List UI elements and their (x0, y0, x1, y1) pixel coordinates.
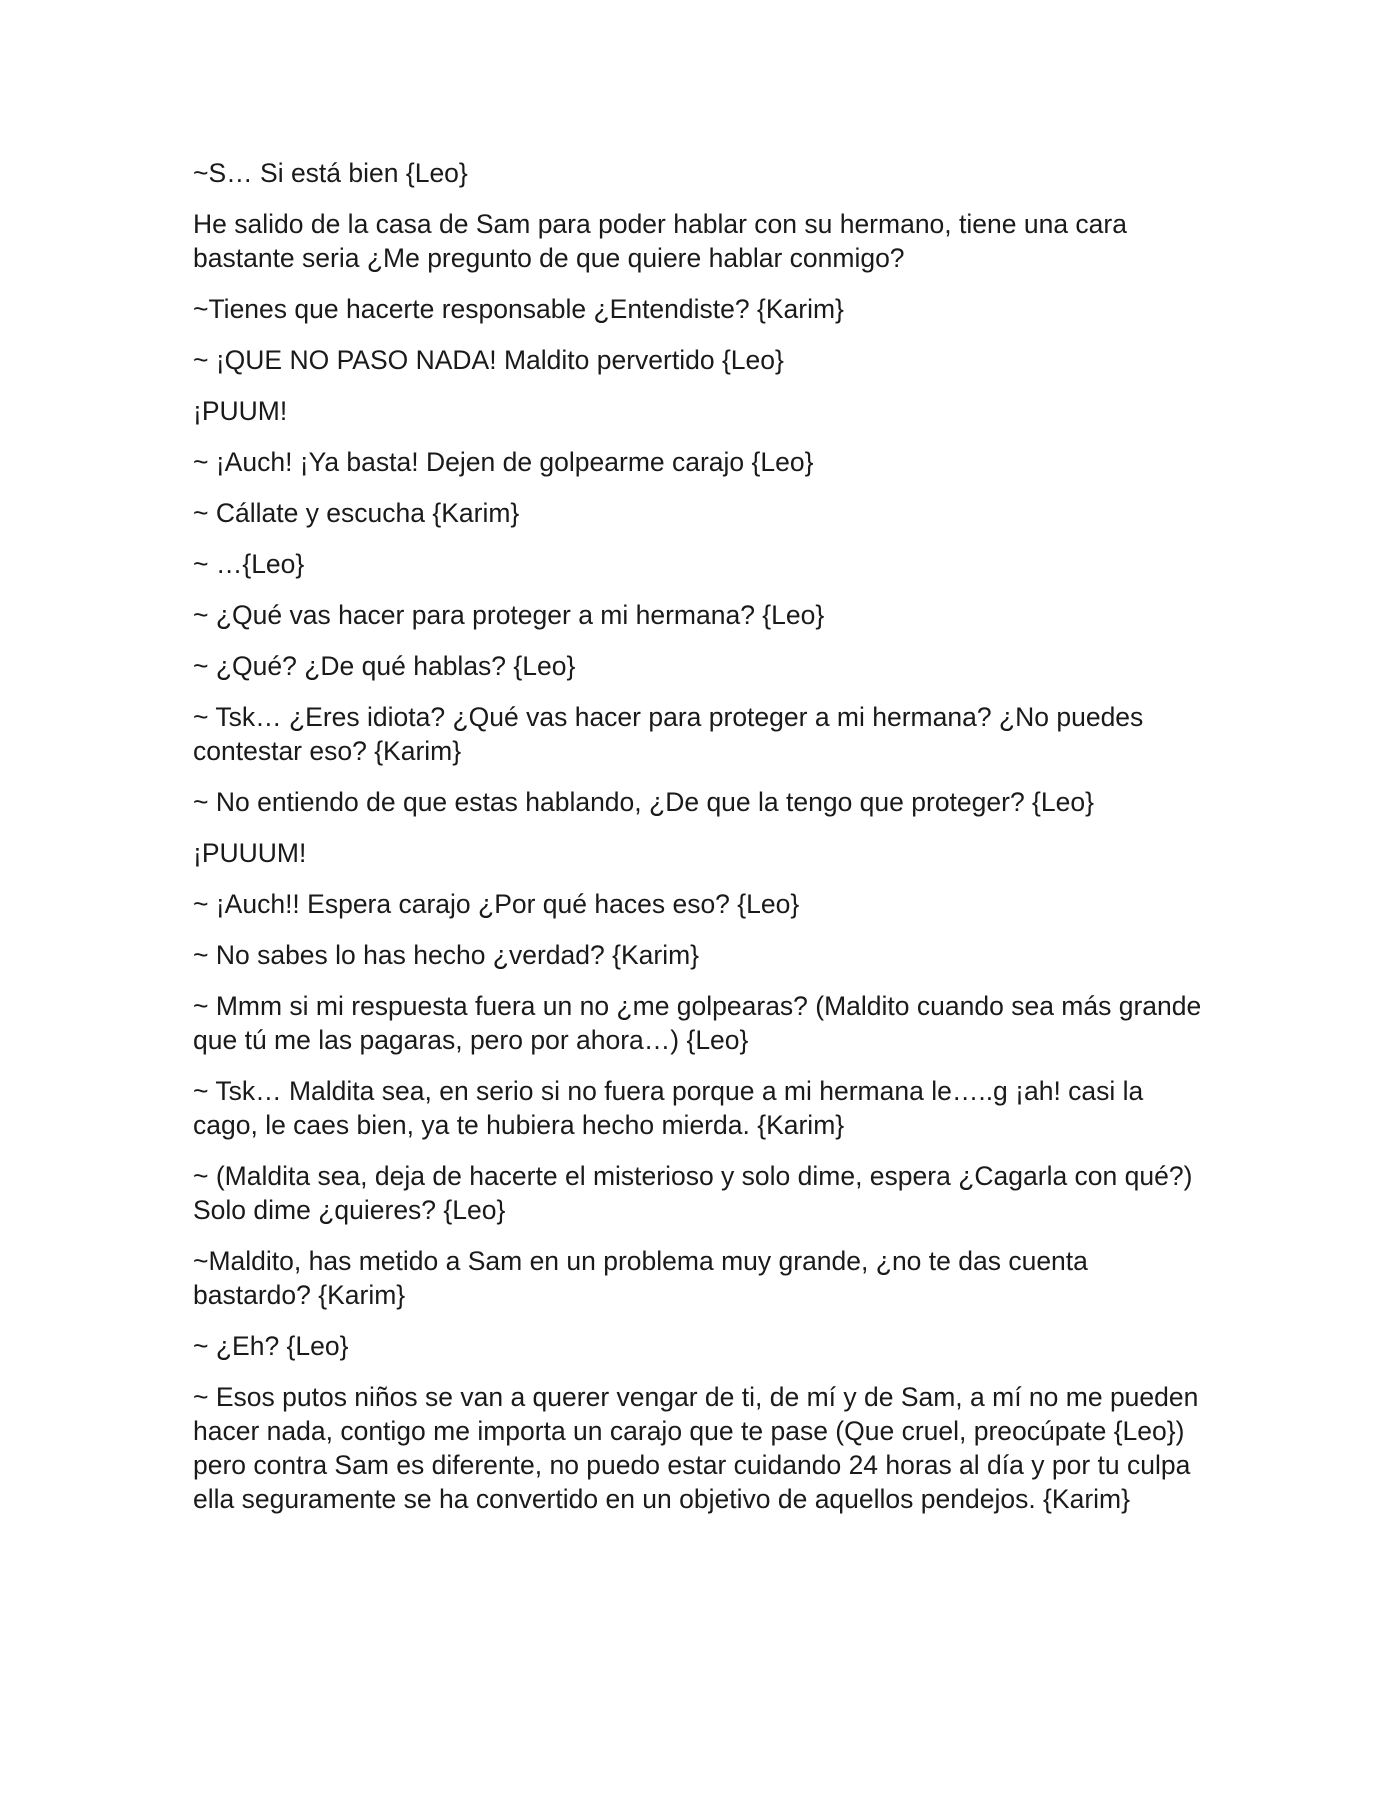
document-body (193, 156, 1209, 1533)
paragraph: ~S… Si está bien {Leo} (193, 158, 468, 188)
paragraph: ~ No entiendo de que estas hablando, ¿De que la tengo que proteger? {Leo} (193, 787, 1094, 817)
paragraph: ¡PUUM! (193, 396, 288, 426)
paragraph: ~ ¡QUE NO PASO NADA! Maldito pervertido {Leo} (193, 345, 784, 375)
paragraph: ~ ¿Qué vas hacer para proteger a mi hermana? {Leo} (193, 600, 825, 630)
paragraph: ~Maldito, has metido a Sam en un problema muy grande, ¿no te das cuenta bastardo? {Karim} (193, 1246, 1096, 1310)
paragraph: He salido de la casa de Sam para poder hablar con su hermano, tiene una cara bastante seria ¿Me pregunto de que quiere hablar conmigo? (193, 209, 1135, 273)
paragraph: ¡PUUUM! (193, 838, 307, 868)
paragraph: ~ ¿Eh? {Leo} (193, 1331, 349, 1361)
paragraph: ~ (Maldita sea, deja de hacerte el misterioso y solo dime, espera ¿Cagarla con qué?) Solo dime ¿quieres? {Leo} (193, 1161, 1200, 1225)
paragraph: ~ Mmm si mi respuesta fuera un no ¿me golpearas? (Maldito cuando sea más grande que tú me las pagaras, pero por ahora…) {Leo} (193, 991, 1209, 1055)
paragraph: ~ Esos putos niños se van a querer vengar de ti, de mí y de Sam, a mí no me pueden hacer nada, contigo me importa un carajo que te pase (Que cruel, preocúpate {Leo}) pero contra Sam es diferente, no puedo estar cuidando 24 horas al día y por tu culpa ella seguramente se ha convertido en un objetivo de aquellos pendejos. {Karim} (193, 1382, 1206, 1514)
paragraph: ~ ¡Auch!! Espera carajo ¿Por qué haces eso? {Leo} (193, 889, 800, 919)
paragraph: ~Tienes que hacerte responsable ¿Entendiste? {Karim} (193, 294, 844, 324)
paragraph: ~ ¡Auch! ¡Ya basta! Dejen de golpearme carajo {Leo} (193, 447, 814, 477)
paragraph: ~ Cállate y escucha {Karim} (193, 498, 520, 528)
paragraph: ~ No sabes lo has hecho ¿verdad? {Karim} (193, 940, 700, 970)
paragraph: ~ …{Leo} (193, 549, 305, 579)
paragraph: ~ Tsk… Maldita sea, en serio si no fuera porque a mi hermana le…..g ¡ah! casi la cago, le caes bien, ya te hubiera hecho mierda. {Karim} (193, 1076, 1151, 1140)
paragraph: ~ Tsk… ¿Eres idiota? ¿Qué vas hacer para proteger a mi hermana? ¿No puedes contestar eso? {Karim} (193, 702, 1151, 766)
paragraph: ~ ¿Qué? ¿De qué hablas? {Leo} (193, 651, 576, 681)
